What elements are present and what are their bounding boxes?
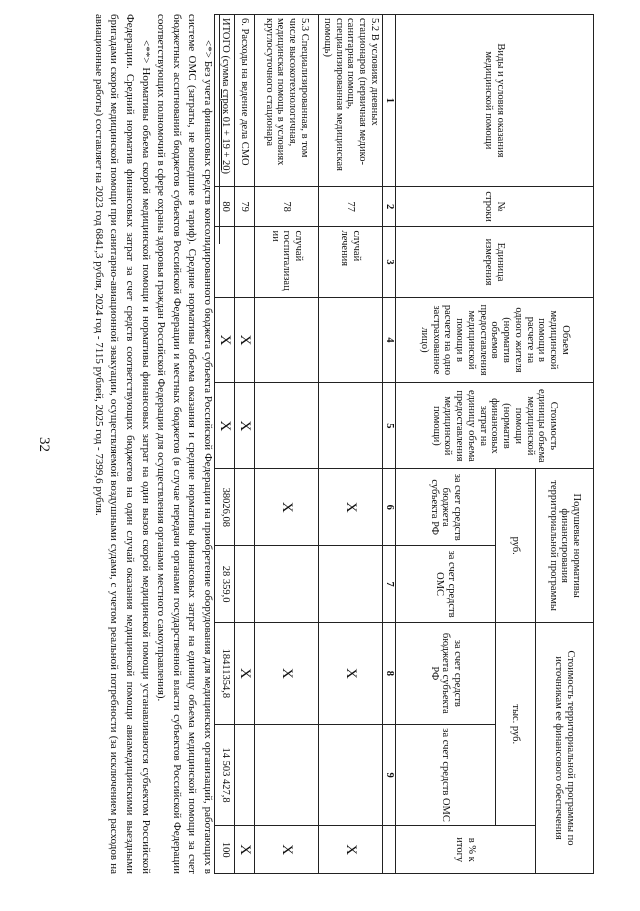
row-unit: случай госпитализации bbox=[255, 227, 319, 297]
col-number: 2 bbox=[383, 186, 396, 227]
header-pc-budget: за счет средств бюджета субъекта РФ bbox=[396, 469, 496, 546]
row-cost bbox=[255, 383, 319, 469]
row-name: 5.2 В условиях дневных стационаров (первичная медико-санитарная помощь, специализированная медицинская помощь) bbox=[319, 15, 383, 187]
table-row bbox=[319, 15, 383, 874]
total-share: 100 bbox=[215, 826, 235, 874]
header-pc-oms: за счет средств ОМС bbox=[396, 546, 496, 623]
header-program-cost-unit: тыс. руб. bbox=[496, 623, 536, 826]
row-share: X bbox=[319, 826, 383, 874]
row-share: X bbox=[255, 826, 319, 874]
rotated-page-content bbox=[34, 14, 594, 874]
total-cost-oms: 14 503 427,8 bbox=[215, 724, 235, 826]
row-cost-budget: X bbox=[255, 623, 319, 725]
row-cost-budget: X bbox=[319, 623, 383, 725]
col-number: 8 bbox=[383, 623, 396, 725]
column-numbers-row bbox=[383, 15, 396, 874]
total-pc-budget: 38026,08 bbox=[215, 469, 235, 546]
col-number: 7 bbox=[383, 546, 396, 623]
row-number: 78 bbox=[255, 186, 319, 227]
footnote-2: <**> Нормативы объема скорой медицинской помощи и нормативы финансовых затрат на один вызов скорой медицинской помощи устанавливаются субъектом Российской Федерации. Средний норматив финансовых затрат за счет средств соответствующих бюджетов на один случай оказания медицинской помощи авиамедицинскими выездными бригадами скорой медицинской помощи при санитарно-авиационной эвакуации, осуществляемой воздушными судами, с учетом реальной потребности (за исключением расходов на авиационные работы) составляет на 2023 год 6841,3 рубля, 2024 год - 7115 рублей, 2025 год - 7399,6 рубля. bbox=[92, 14, 152, 874]
row-unit bbox=[235, 227, 255, 297]
footnote-1: <*> Без учета финансовых средств консолидированного бюджета субъекта Российской Федерации на приобретение оборудования для медицинских организаций, работающих в системе ОМС (затраты, не вошедшие в тариф). Средние нормативы объема оказания и средние нормативы финансовых затрат на единицу объема медицинской помощи за счет бюджетных ассигнований бюджетов субъектов Российской Федерации и местных бюджетов (в случае передачи органами государственной власти субъектов Российской Федерации соответствующих полномочий в сфере охраны здоровья граждан Российской Федерации для осуществления органами местного самоуправления). bbox=[155, 14, 214, 874]
col-number: 4 bbox=[383, 297, 396, 383]
header-unit: Единица измерения bbox=[396, 227, 594, 297]
table-row bbox=[235, 15, 255, 874]
col-number: 6 bbox=[383, 469, 396, 546]
row-volume bbox=[319, 297, 383, 383]
row-pc-oms bbox=[319, 546, 383, 623]
row-cost bbox=[319, 383, 383, 469]
header-cost: Стоимость единицы объема медицинской помощи (норматив финансовых затрат на единицу объема предоставления медицинской помощи) bbox=[396, 383, 594, 469]
row-unit: случай лечения bbox=[319, 227, 383, 297]
header-row-no: № строки bbox=[396, 186, 594, 227]
col-number bbox=[383, 826, 396, 874]
total-pc-oms: 28 359,0 bbox=[215, 546, 235, 623]
financing-table bbox=[214, 14, 594, 874]
header-program-cost: Стоимость территориальной программы по источникам ее финансового обеспечения bbox=[536, 623, 594, 874]
total-name-suffix: ) bbox=[219, 170, 231, 175]
row-name: 5.3 Специализированная, в том числе высокотехнологичная, медицинская помощь в условиях круглосуточного стационара bbox=[255, 15, 319, 187]
row-share: X bbox=[235, 826, 255, 874]
header-cost-budget: за счет средств бюджета субъекта РФ bbox=[396, 623, 496, 725]
total-volume: X bbox=[215, 297, 235, 383]
row-pc-budget bbox=[235, 469, 255, 546]
row-cost-oms bbox=[235, 724, 255, 826]
total-name-prefix: ИТОГО (сумма bbox=[219, 18, 231, 90]
row-volume: X bbox=[235, 297, 255, 383]
row-number: 79 bbox=[235, 186, 255, 227]
footnote-divider bbox=[219, 14, 220, 244]
header-share: в % к итогу bbox=[396, 826, 536, 874]
header-type: Виды и условия оказания медицинской помощи bbox=[396, 15, 594, 187]
row-pc-oms bbox=[235, 546, 255, 623]
col-number: 9 bbox=[383, 724, 396, 826]
row-pc-oms bbox=[255, 546, 319, 623]
row-pc-budget: X bbox=[255, 469, 319, 546]
header-volume: Объем медицинской помощи в расчете на одного жителя (норматив объемов предоставления медицинской помощи в расчете на одно застрахованное лицо) bbox=[396, 297, 594, 383]
row-cost-oms bbox=[255, 724, 319, 826]
col-number: 5 bbox=[383, 383, 396, 469]
page-number: 32 bbox=[36, 437, 52, 452]
row-pc-budget: X bbox=[319, 469, 383, 546]
total-row-number: 80 bbox=[215, 186, 235, 227]
row-cost: X bbox=[235, 383, 255, 469]
row-cost-budget: X bbox=[235, 623, 255, 725]
table-row bbox=[255, 15, 319, 874]
total-cost-budget: 18411354,8 bbox=[215, 623, 235, 725]
row-name: 6. Расходы на ведение дела СМО bbox=[235, 15, 255, 187]
total-cost: X bbox=[215, 383, 235, 469]
col-number: 3 bbox=[383, 227, 396, 297]
footnotes bbox=[90, 14, 220, 874]
total-rows-link[interactable]: строк 01 + 19 + 20 bbox=[219, 89, 231, 171]
header-per-capita-unit: руб. bbox=[496, 469, 536, 623]
row-volume bbox=[255, 297, 319, 383]
row-number: 77 bbox=[319, 186, 383, 227]
col-number: 1 bbox=[383, 15, 396, 187]
header-cost-oms: за счет средств ОМС bbox=[396, 724, 496, 826]
header-per-capita: Подушевые нормативы финансирования территориальной программы bbox=[536, 469, 594, 623]
row-cost-oms bbox=[319, 724, 383, 826]
